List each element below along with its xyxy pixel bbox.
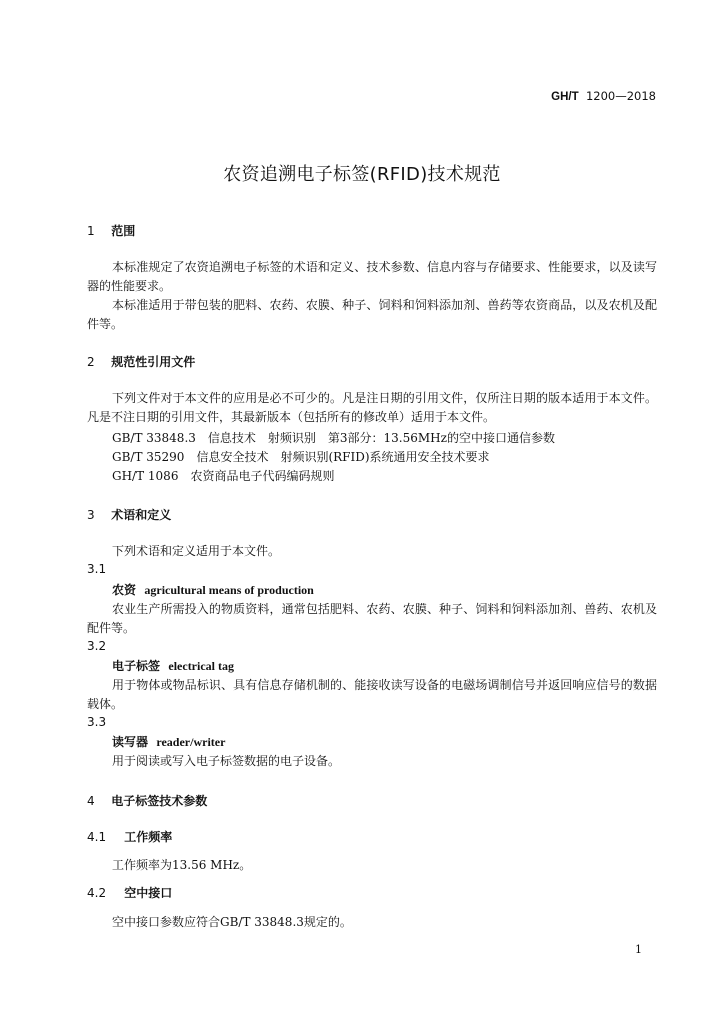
term-en: agricultural means of production	[144, 583, 314, 597]
section-3-intro: 下列术语和定义适用于本文件。	[112, 544, 281, 558]
subsection-title: 空中接口	[124, 886, 173, 900]
section-2-heading	[87, 353, 195, 370]
section-number: 3	[87, 508, 95, 522]
standard-code: GH/T	[551, 91, 579, 103]
term-en: reader/writer	[156, 735, 226, 749]
section-2-paragraph-1: 下列文件对于本文件的应用是必不可少的。凡是注日期的引用文件，仅所注日期的版本适用于本文件。凡是不注日期的引用文件，其最新版本（包括所有的修改单）适用于本文件。	[87, 391, 657, 424]
term-heading	[112, 733, 225, 750]
term-zh: 农资	[112, 583, 137, 597]
subsection-4-2-heading	[87, 884, 172, 901]
section-4-heading	[87, 792, 207, 809]
term-en: electrical tag	[168, 659, 234, 673]
term-number: 3.1	[87, 562, 107, 576]
subsection-4-1-heading	[87, 828, 172, 845]
subsection-4-2-text: 空中接口参数应符合GB/T 33848.3规定的。	[112, 915, 352, 929]
page-number: 1	[635, 943, 642, 956]
term-definition: 用于物体或物品标识、具有信息存储机制的、能接收读写设备的电磁场调制信号并返回响应信号的数据载体。	[87, 678, 657, 711]
term-heading	[112, 657, 234, 674]
term-zh: 电子标签	[112, 659, 161, 673]
section-1-paragraph-2: 本标准适用于带包装的肥料、农药、农膜、种子、饲料和饲料添加剂、兽药等农资商品，以及农机及配件等。	[87, 298, 657, 331]
reference-item: GB/T 35290 信息安全技术 射频识别(RFID)系统通用安全技术要求	[112, 450, 490, 464]
term-number: 3.3	[87, 715, 107, 729]
section-number: 4	[87, 794, 95, 808]
reference-item: GH/T 1086 农资商品电子代码编码规则	[112, 469, 335, 483]
section-number: 2	[87, 355, 95, 369]
standard-number: 1200—2018	[585, 89, 656, 103]
section-1-heading	[87, 222, 135, 239]
standard-code-header	[0, 89, 656, 103]
term-definition: 用于阅读或写入电子标签数据的电子设备。	[112, 754, 341, 768]
page-title: 农资追溯电子标签(RFID)技术规范	[223, 164, 501, 185]
term-number: 3.2	[87, 639, 107, 653]
term-zh: 读写器	[112, 735, 149, 749]
section-3-heading	[87, 506, 171, 523]
section-title: 电子标签技术参数	[111, 794, 208, 808]
section-title: 范围	[111, 224, 136, 238]
section-number: 1	[87, 224, 95, 238]
term-heading	[112, 581, 314, 598]
subsection-number: 4.1	[87, 830, 107, 844]
subsection-number: 4.2	[87, 886, 107, 900]
term-definition: 农业生产所需投入的物质资料，通常包括肥料、农药、农膜、种子、饲料和饲料添加剂、兽药、农机及配件等。	[87, 602, 657, 635]
section-title: 规范性引用文件	[111, 355, 196, 369]
reference-item: GB/T 33848.3 信息技术 射频识别 第3部分：13.56MHz的空中接口通信参数	[112, 431, 555, 445]
subsection-4-1-text: 工作频率为13.56 MHz。	[112, 858, 252, 872]
subsection-title: 工作频率	[124, 830, 173, 844]
section-title: 术语和定义	[111, 508, 172, 522]
section-1-paragraph-1: 本标准规定了农资追溯电子标签的术语和定义、技术参数、信息内容与存储要求、性能要求，以及读写器的性能要求。	[87, 260, 657, 293]
